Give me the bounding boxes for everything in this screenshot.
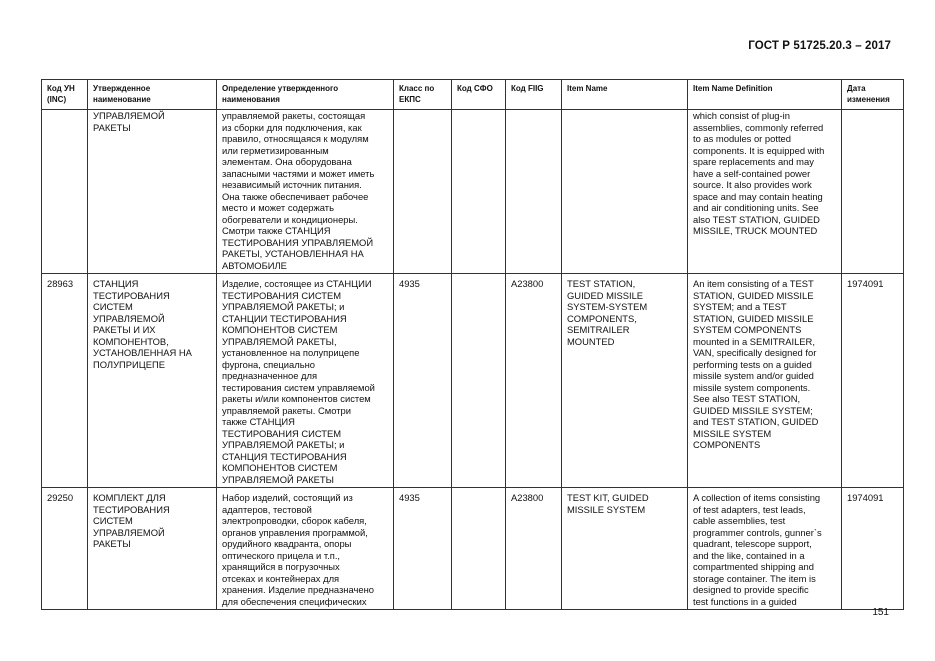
cell-class	[394, 110, 452, 274]
cell-change-date	[842, 110, 904, 274]
col-header-fiig-code: Код FIIG	[506, 80, 562, 110]
cell-sfo-code	[452, 274, 506, 488]
col-header-inc: Код УН (INC)	[42, 80, 88, 110]
cell-fiig-code: A23800	[506, 274, 562, 488]
cell-change-date: 1974091	[842, 488, 904, 610]
page-number: 151	[872, 607, 889, 618]
cell-approved-name: УПРАВЛЯЕМОЙ РАКЕТЫ	[88, 110, 217, 274]
cell-definition: Изделие, состоящее из СТАНЦИИ ТЕСТИРОВАНИЯ СИСТЕМ УПРАВЛЯЕМОЙ РАКЕТЫ; и СТАНЦИИ ТЕСТИРОВАНИЯ КОМПОНЕНТОВ СИСТЕМ УПРАВЛЯЕМОЙ РАКЕТЫ, установленное на полуприцепе фургона, специально предназначенное для тестирования систем управляемой ракеты и/или компонентов систем управляемой ракеты. Смотри также СТАНЦИЯ ТЕСТИРОВАНИЯ СИСТЕМ УПРАВЛЯЕМОЙ РАКЕТЫ; и СТАНЦИЯ ТЕСТИРОВАНИЯ КОМПОНЕНТОВ СИСТЕМ УПРАВЛЯЕМОЙ РАКЕТЫ	[217, 274, 394, 488]
cell-item-name: TEST STATION, GUIDED MISSILE SYSTEM-SYSTEM COMPONENTS, SEMITRAILER MOUNTED	[562, 274, 688, 488]
cell-inc: 28963	[42, 274, 88, 488]
col-header-class: Класс по ЕКПС	[394, 80, 452, 110]
cell-approved-name: КОМПЛЕКТ ДЛЯ ТЕСТИРОВАНИЯ СИСТЕМ УПРАВЛЯЕМОЙ РАКЕТЫ	[88, 488, 217, 610]
table-row	[42, 488, 904, 610]
cell-fiig-code	[506, 110, 562, 274]
cell-item-definition: which consist of plug-in assemblies, commonly referred to as modules or potted components. It is equipped with spare replacements and may have a self-contained power source. It also provides work space and may contain heating and air conditioning units. See also TEST STATION, GUIDED MISSILE, TRUCK MOUNTED	[688, 110, 842, 274]
cell-class: 4935	[394, 274, 452, 488]
document-standard-number: ГОСТ Р 51725.20.3 – 2017	[748, 40, 891, 52]
table-row	[42, 110, 904, 274]
cell-inc	[42, 110, 88, 274]
cell-fiig-code: A23800	[506, 488, 562, 610]
catalog-table	[41, 79, 904, 610]
cell-definition: управляемой ракеты, состоящая из сборки для подключения, как правило, относящаяся к модулям или герметизированным элементам. Она оборудована запасными частями и может иметь независимый источник питания. Она также обеспечивает рабочее место и может содержать обогреватели и кондиционеры. Смотри также СТАНЦИЯ ТЕСТИРОВАНИЯ УПРАВЛЯЕМОЙ РАКЕТЫ, УСТАНОВЛЕННАЯ НА АВТОМОБИЛЕ	[217, 110, 394, 274]
col-header-definition: Определение утвержденного наименования	[217, 80, 394, 110]
cell-class: 4935	[394, 488, 452, 610]
col-header-change-date: Дата изменения	[842, 80, 904, 110]
cell-sfo-code	[452, 110, 506, 274]
cell-inc: 29250	[42, 488, 88, 610]
cell-approved-name: СТАНЦИЯ ТЕСТИРОВАНИЯ СИСТЕМ УПРАВЛЯЕМОЙ РАКЕТЫ И ИХ КОМПОНЕНТОВ, УСТАНОВЛЕННАЯ НА ПОЛУПРИЦЕПЕ	[88, 274, 217, 488]
col-header-item-name: Item Name	[562, 80, 688, 110]
cell-sfo-code	[452, 488, 506, 610]
cell-definition: Набор изделий, состоящий из адаптеров, тестовой электропроводки, сборок кабеля, органов управления программой, орудийного квадранта, опоры оптического прицела и т.п., хранящийся в погрузочных отсеках и контейнерах для хранения. Изделие предназначено для обеспечения специфических	[217, 488, 394, 610]
cell-item-definition: A collection of items consisting of test adapters, test leads, cable assemblies, test programmer controls, gunner`s quadrant, telescope support, and the like, contained in a compartmented shipping and storage container. The item is designed to provide specific test functions in a guided	[688, 488, 842, 610]
cell-item-name: TEST KIT, GUIDED MISSILE SYSTEM	[562, 488, 688, 610]
cell-item-name	[562, 110, 688, 274]
col-header-approved-name: Утвержденное наименование	[88, 80, 217, 110]
col-header-sfo-code: Код СФО	[452, 80, 506, 110]
table-header-row	[42, 80, 904, 110]
table-row	[42, 274, 904, 488]
cell-change-date: 1974091	[842, 274, 904, 488]
cell-item-definition: An item consisting of a TEST STATION, GUIDED MISSILE SYSTEM; and a TEST STATION, GUIDED MISSILE SYSTEM COMPONENTS mounted in a SEMITRAILER, VAN, specifically designed for performing tests on a guided missile system and/or guided missile system components. See also TEST STATION, GUIDED MISSILE SYSTEM; and TEST STATION, GUIDED MISSILE SYSTEM COMPONENTS	[688, 274, 842, 488]
col-header-item-definition: Item Name Definition	[688, 80, 842, 110]
